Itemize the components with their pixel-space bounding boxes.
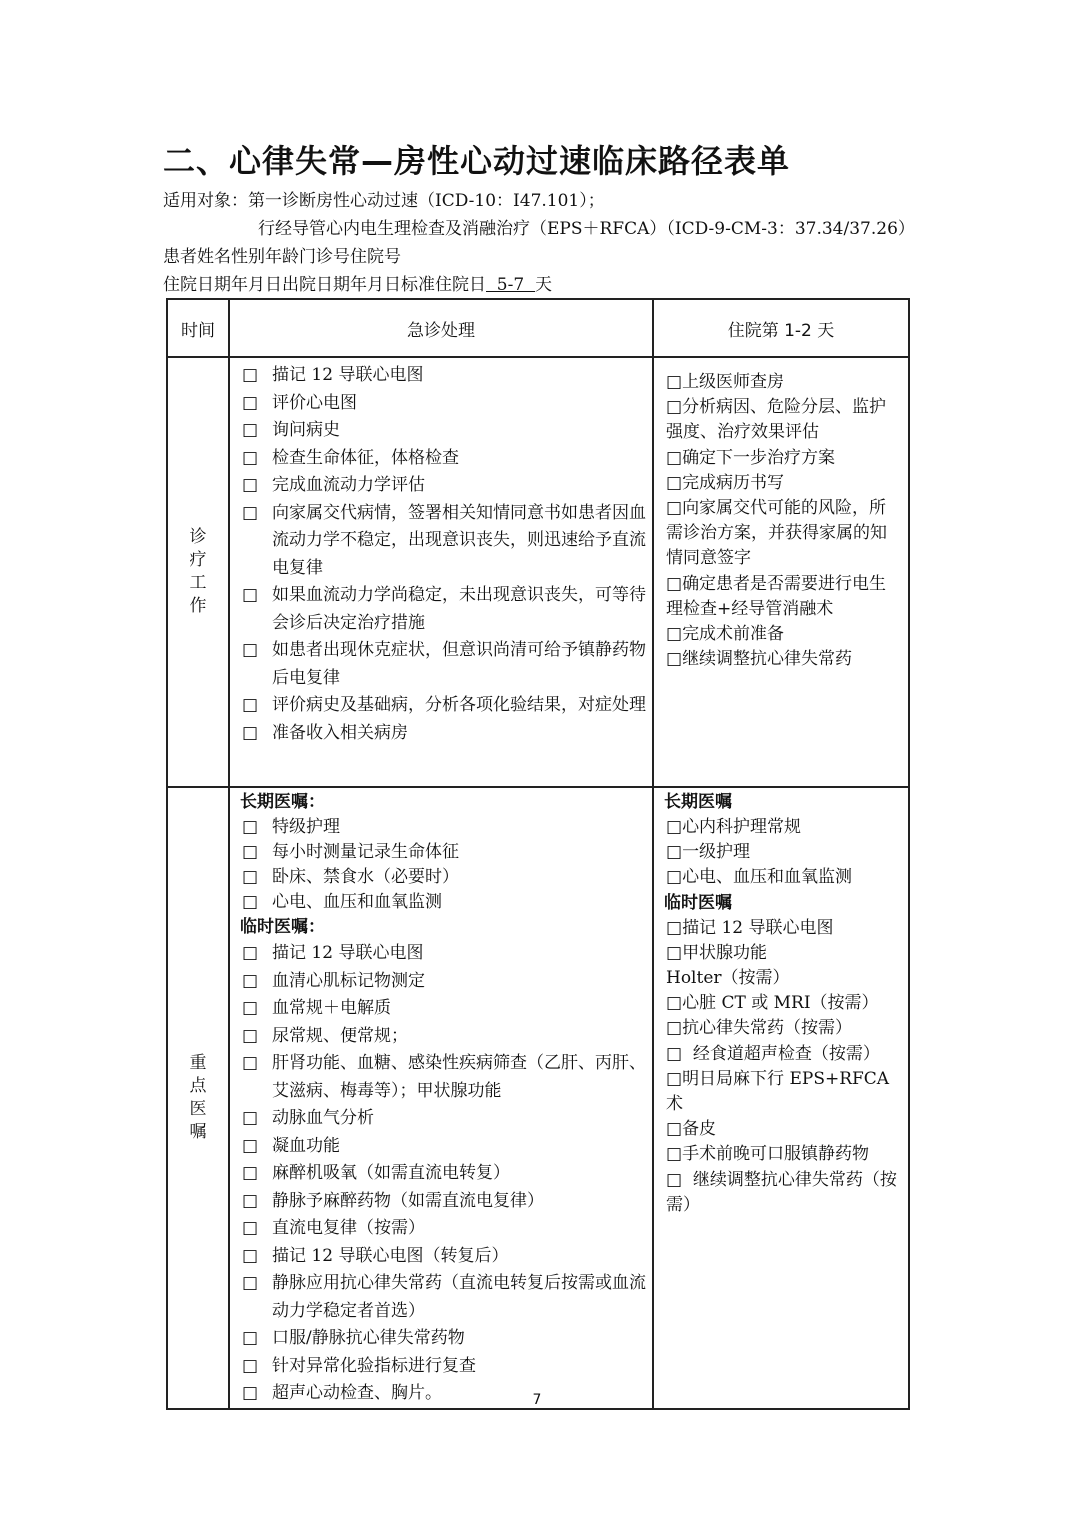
checklist-item xyxy=(230,1050,652,1105)
day1-2-long-term-heading: 长期医嘱 xyxy=(664,792,732,812)
checkbox-icon[interactable]: □ xyxy=(666,447,683,468)
day1-2-orders-cell xyxy=(653,787,909,1409)
checklist-item-text: 描记 12 导联心电图 xyxy=(272,365,424,385)
checkbox-icon[interactable]: □ xyxy=(242,867,259,887)
checklist-item xyxy=(654,1067,908,1117)
checklist-item xyxy=(654,1142,908,1167)
checklist-item xyxy=(654,815,908,840)
checklist-item xyxy=(230,362,652,390)
checklist-item-text: 分析病因、危险分层、监护强度、治疗效果评估 xyxy=(666,397,887,443)
checklist-item xyxy=(230,637,652,692)
checklist-item-text: 完成病历书写 xyxy=(682,472,785,493)
checklist-item-text: 向家属交代病情，签署相关知情同意书如患者因血流动力学不稳定，出现意识丧失，则迅速给予直流电复律 xyxy=(272,502,646,578)
diagnosis-work-row xyxy=(167,357,909,787)
checkbox-icon[interactable]: □ xyxy=(242,1163,259,1183)
checklist-item xyxy=(654,916,908,941)
checklist-item-text: 超声心动检查、胸片。 xyxy=(272,1383,442,1403)
checkbox-icon[interactable]: □ xyxy=(666,1144,683,1165)
row-label-char: 点 xyxy=(189,1075,207,1096)
checklist-item xyxy=(230,1270,652,1325)
row-label-char: 作 xyxy=(189,596,207,616)
checkbox-icon[interactable]: □ xyxy=(242,817,259,837)
checklist-item xyxy=(230,500,652,583)
applicable-object-line: 适用对象：第一诊断房性心动过速（ICD-10：I47.101）； xyxy=(163,191,605,211)
checkbox-icon[interactable]: □ xyxy=(242,447,259,468)
checkbox-icon[interactable]: □ xyxy=(666,1169,683,1190)
checkbox-icon[interactable]: □ xyxy=(242,475,259,495)
checklist-item xyxy=(230,1243,652,1271)
checkbox-icon[interactable]: □ xyxy=(242,1025,259,1046)
checklist-item xyxy=(230,1023,652,1051)
checklist-item xyxy=(654,941,908,966)
checklist-item xyxy=(654,1042,908,1067)
checklist-item xyxy=(654,446,908,471)
checklist-item xyxy=(654,471,908,496)
checklist-item xyxy=(230,692,652,720)
checkbox-icon[interactable]: □ xyxy=(666,372,683,392)
checkbox-icon[interactable]: □ xyxy=(666,397,683,418)
checklist-item-text: 心脏 CT 或 MRI（按需） xyxy=(682,993,879,1014)
checkbox-icon[interactable]: □ xyxy=(666,573,683,594)
emergency-orders-cell xyxy=(229,787,653,1409)
checkbox-icon[interactable]: □ xyxy=(242,1218,259,1238)
checklist-item-text: 如果血流动力学尚稳定，未出现意识丧失，可等待会诊后决定治疗措施 xyxy=(272,585,646,633)
emergency-work-cell xyxy=(229,357,653,787)
checkbox-icon[interactable]: □ xyxy=(666,472,683,493)
checklist-item xyxy=(230,1105,652,1133)
checkbox-icon[interactable]: □ xyxy=(666,993,683,1014)
header-day1-2: 住院第 1-2 天 xyxy=(653,299,909,357)
checklist-item xyxy=(230,890,652,915)
checklist-item xyxy=(654,370,908,395)
checklist-item xyxy=(230,840,652,865)
page-title: 二、心律失常—房性心动过速临床路径表单 xyxy=(163,142,791,180)
checklist-item-text: 准备收入相关病房 xyxy=(272,722,408,743)
days-unit: 天 xyxy=(535,275,552,295)
checkbox-icon[interactable]: □ xyxy=(242,1355,259,1376)
temporary-orders-heading: 临时医嘱： xyxy=(240,917,325,937)
checklist-item xyxy=(230,1353,652,1381)
checklist-item xyxy=(654,395,908,445)
row-label-char: 疗 xyxy=(189,550,207,570)
row-label-char: 医 xyxy=(189,1098,207,1119)
checklist-item-text: 心电、血压和血氧监测 xyxy=(272,892,442,912)
row-label-diagnosis-work xyxy=(167,357,229,787)
checklist-item-text: 描记 12 导联心电图 xyxy=(272,943,424,963)
checkbox-icon[interactable]: □ xyxy=(242,1328,259,1348)
checkbox-icon[interactable]: □ xyxy=(666,942,683,963)
emergency-work-list xyxy=(230,362,652,747)
checkbox-icon[interactable]: □ xyxy=(242,1135,259,1156)
row-label-char: 重 xyxy=(189,1052,207,1073)
checkbox-icon[interactable]: □ xyxy=(666,842,683,863)
checklist-item-text: 口服/静脉抗心律失常药物 xyxy=(272,1328,465,1348)
checklist-item xyxy=(654,991,908,1016)
checkbox-icon[interactable]: □ xyxy=(666,1018,683,1039)
checklist-item xyxy=(230,1160,652,1188)
checklist-item-text: 询问病史 xyxy=(272,420,340,440)
checklist-item-text: 一级护理 xyxy=(682,842,751,863)
checklist-item-text: 经食道超声检查（按需） xyxy=(682,1043,880,1064)
checklist-item-text: 备皮 xyxy=(682,1119,717,1140)
checklist-item xyxy=(654,840,908,865)
checklist-item xyxy=(654,1016,908,1041)
checklist-item xyxy=(230,1325,652,1353)
checkbox-icon[interactable]: □ xyxy=(242,1053,259,1073)
checklist-item xyxy=(230,720,652,748)
row-label-char: 嘱 xyxy=(189,1121,207,1142)
checklist-item-text: 如患者出现休克症状，但意识尚清可给予镇静药物后电复律 xyxy=(272,640,646,688)
checklist-item-text: Holter（按需） xyxy=(666,968,790,989)
checkbox-icon[interactable]: □ xyxy=(242,970,259,991)
checklist-item xyxy=(230,815,652,840)
checklist-item-text: 检查生命体征，体格检查 xyxy=(272,447,459,468)
checkbox-icon[interactable]: □ xyxy=(666,817,683,837)
checklist-item xyxy=(654,865,908,890)
checklist-item xyxy=(230,390,652,418)
key-orders-row xyxy=(167,787,909,1409)
procedure-line: 行经导管心内电生理检查及消融治疗（EPS＋RFCA）（ICD-9-CM-3：37.34/37.26） xyxy=(258,219,915,239)
checkbox-icon[interactable]: □ xyxy=(242,365,259,385)
day1-2-long-term-orders xyxy=(654,815,908,891)
checklist-item-text: 抗心律失常药（按需） xyxy=(682,1018,853,1039)
checkbox-icon[interactable]: □ xyxy=(242,502,259,523)
checklist-item xyxy=(230,1215,652,1243)
checklist-item-text: 心内科护理常规 xyxy=(682,817,802,837)
checklist-item xyxy=(230,865,652,890)
day1-2-temporary-orders xyxy=(654,916,908,1218)
checkbox-icon[interactable]: □ xyxy=(242,1383,259,1403)
checkbox-icon[interactable]: □ xyxy=(242,585,259,605)
checklist-item xyxy=(654,1117,908,1142)
checkbox-icon[interactable]: □ xyxy=(242,1190,259,1211)
checklist-item-text: 静脉予麻醉药物（如需直流电复律） xyxy=(272,1190,544,1211)
admission-dates-line xyxy=(163,274,552,296)
standard-stay-days: 5-7 xyxy=(486,275,535,295)
header-emergency: 急诊处理 xyxy=(229,299,653,357)
checklist-item-text: 卧床、禁食水（必要时） xyxy=(272,867,459,887)
checkbox-icon[interactable]: □ xyxy=(242,998,259,1018)
checkbox-icon[interactable]: □ xyxy=(666,498,683,519)
checklist-item-text: 继续调整抗心律失常药（按需） xyxy=(666,1169,897,1215)
checklist-item-text: 向家属交代可能的风险，所需诊治方案，并获得家属的知情同意签字 xyxy=(666,498,887,569)
checklist-item-text: 描记 12 导联心电图（转复后） xyxy=(272,1245,509,1266)
checklist-item-text: 完成血流动力学评估 xyxy=(272,475,425,495)
checkbox-icon[interactable]: □ xyxy=(242,892,259,912)
checkbox-icon[interactable]: □ xyxy=(242,1273,259,1293)
checkbox-icon[interactable]: □ xyxy=(242,640,259,660)
checkbox-icon[interactable]: □ xyxy=(666,624,683,645)
checkbox-icon[interactable]: □ xyxy=(242,695,259,715)
checklist-item xyxy=(230,940,652,968)
patient-info-line: 患者姓名性别年龄门诊号住院号 xyxy=(163,247,401,267)
row-label-char: 工 xyxy=(189,573,207,593)
checklist-item-text: 尿常规、便常规； xyxy=(272,1025,408,1046)
checklist-item-text: 上级医师查房 xyxy=(682,372,785,392)
checklist-item xyxy=(654,966,908,991)
checklist-item xyxy=(230,1133,652,1161)
checklist-item xyxy=(654,622,908,647)
checkbox-icon[interactable]: □ xyxy=(666,917,683,938)
checklist-item-text: 甲状腺功能 xyxy=(682,942,768,963)
checklist-item-text: 完成术前准备 xyxy=(682,624,785,645)
checklist-item xyxy=(230,1188,652,1216)
checklist-item-text: 明日局麻下行 EPS+RFCA 术 xyxy=(666,1068,895,1115)
checklist-item xyxy=(230,968,652,996)
checkbox-icon[interactable]: □ xyxy=(242,943,259,963)
row-label-char: 诊 xyxy=(189,527,207,547)
checklist-item-text: 静脉应用抗心律失常药（直流电转复后按需或血流动力学稳定者首选） xyxy=(272,1273,646,1321)
admission-dates-prefix: 住院日期年月日出院日期年月日标准住院日 xyxy=(163,275,486,295)
checklist-item-text: 直流电复律（按需） xyxy=(272,1218,425,1238)
checklist-item xyxy=(230,582,652,637)
row-label-key-orders xyxy=(167,787,229,1409)
page-number: 7 xyxy=(532,1392,542,1408)
checklist-item-text: 针对异常化验指标进行复查 xyxy=(272,1355,476,1376)
clinical-pathway-table xyxy=(166,298,910,1410)
checkbox-icon[interactable]: □ xyxy=(666,1043,683,1064)
checkbox-icon[interactable]: □ xyxy=(242,1108,259,1128)
header-time: 时间 xyxy=(167,299,229,357)
day1-2-work-cell xyxy=(653,357,909,787)
checklist-item xyxy=(230,472,652,500)
checklist-item-text: 评价病史及基础病，分析各项化验结果，对症处理 xyxy=(272,695,646,715)
day1-2-temporary-heading: 临时医嘱 xyxy=(664,892,732,913)
long-term-orders-heading: 长期医嘱： xyxy=(240,792,325,812)
checkbox-icon[interactable]: □ xyxy=(242,842,259,862)
checkbox-icon[interactable]: □ xyxy=(242,392,259,413)
checklist-item xyxy=(654,572,908,622)
checkbox-icon[interactable]: □ xyxy=(242,722,259,743)
checklist-item xyxy=(654,496,908,572)
checklist-item-text: 确定患者是否需要进行电生理检查+经导管消融术 xyxy=(666,573,887,619)
checklist-item-text: 继续调整抗心律失常药 xyxy=(682,649,853,670)
checklist-item xyxy=(230,417,652,445)
checklist-item-text: 手术前晚可口服镇静药物 xyxy=(682,1144,870,1165)
checkbox-icon[interactable]: □ xyxy=(666,649,683,670)
checklist-item-text: 特级护理 xyxy=(272,817,340,837)
day1-2-work-list xyxy=(654,370,908,672)
checkbox-icon[interactable]: □ xyxy=(242,420,259,440)
checklist-item-text: 动脉血气分析 xyxy=(272,1108,374,1128)
checklist-item xyxy=(654,1168,908,1218)
checklist-item-text: 确定下一步治疗方案 xyxy=(682,447,836,468)
checklist-item-text: 肝肾功能、血糖、感染性疾病筛查（乙肝、丙肝、艾滋病、梅毒等）；甲状腺功能 xyxy=(272,1053,646,1101)
emergency-long-term-orders xyxy=(230,815,652,915)
checklist-item-text: 描记 12 导联心电图 xyxy=(682,917,834,938)
checklist-item-text: 凝血功能 xyxy=(272,1135,340,1156)
emergency-temporary-orders xyxy=(230,940,652,1408)
checklist-item xyxy=(230,995,652,1023)
checklist-item xyxy=(230,445,652,473)
checklist-item-text: 血常规＋电解质 xyxy=(272,998,391,1018)
checkbox-icon[interactable]: □ xyxy=(666,867,683,888)
checkbox-icon[interactable]: □ xyxy=(666,1068,683,1089)
checklist-item-text: 每小时测量记录生命体征 xyxy=(272,842,459,862)
header-row xyxy=(167,299,909,357)
checklist-item-text: 心电、血压和血氧监测 xyxy=(682,867,853,888)
checklist-item-text: 评价心电图 xyxy=(272,392,357,413)
checklist-item-text: 麻醉机吸氧（如需直流电转复） xyxy=(272,1163,510,1183)
checklist-item-text: 血清心肌标记物测定 xyxy=(272,970,425,991)
checklist-item xyxy=(654,647,908,672)
checkbox-icon[interactable]: □ xyxy=(666,1119,683,1140)
checkbox-icon[interactable]: □ xyxy=(242,1245,259,1266)
